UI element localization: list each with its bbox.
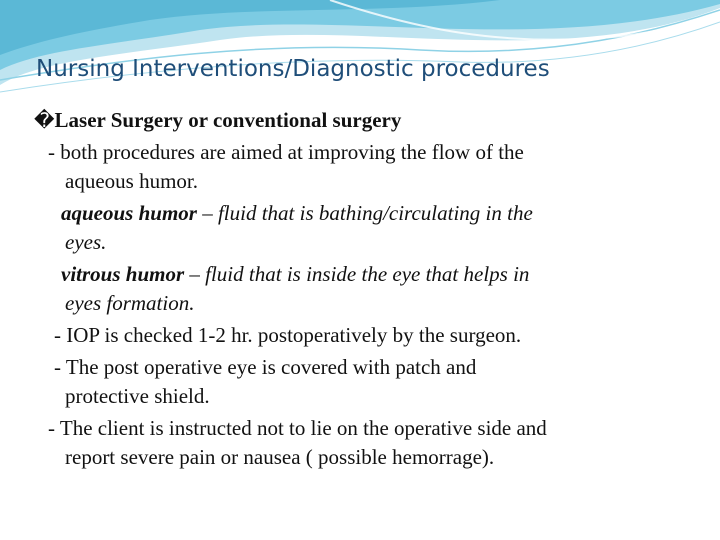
instruct-line (34, 414, 694, 472)
purpose-text-1: - both procedures are aimed at improving the flow of the (48, 140, 524, 164)
patch-line (34, 353, 694, 411)
purpose-line (34, 138, 694, 196)
bullet-icon: � (34, 108, 55, 132)
aqueous-definition (34, 199, 694, 257)
patch-text-1: - The post operative eye is covered with patch and (54, 355, 477, 379)
instruct-text-2: report severe pain or nausea ( possible hemorrage). (65, 445, 495, 469)
vitrous-term: vitrous humor (61, 262, 185, 286)
slide-body (34, 106, 694, 475)
vitrous-def-2: eyes formation. (65, 291, 195, 315)
vitrous-definition (34, 260, 694, 318)
iop-line (34, 321, 694, 350)
patch-text-2: protective shield. (65, 384, 210, 408)
instruct-text-1: - The client is instructed not to lie on the operative side and (48, 416, 547, 440)
aqueous-def-1: – fluid that is bathing/circulating in the (196, 201, 533, 225)
slide-title: Nursing Interventions/Diagnostic procedures (36, 56, 550, 82)
purpose-text-2: aqueous humor. (65, 169, 198, 193)
aqueous-term: aqueous humor (61, 201, 197, 225)
heading-text: Laser Surgery or conventional surgery (54, 108, 402, 132)
heading-bullet (34, 106, 694, 135)
vitrous-def-1: – fluid that is inside the eye that helps in (184, 262, 530, 286)
iop-text: - IOP is checked 1-2 hr. postoperatively by the surgeon. (54, 323, 522, 347)
header-wave-decoration (0, 0, 720, 110)
aqueous-def-2: eyes. (65, 230, 107, 254)
